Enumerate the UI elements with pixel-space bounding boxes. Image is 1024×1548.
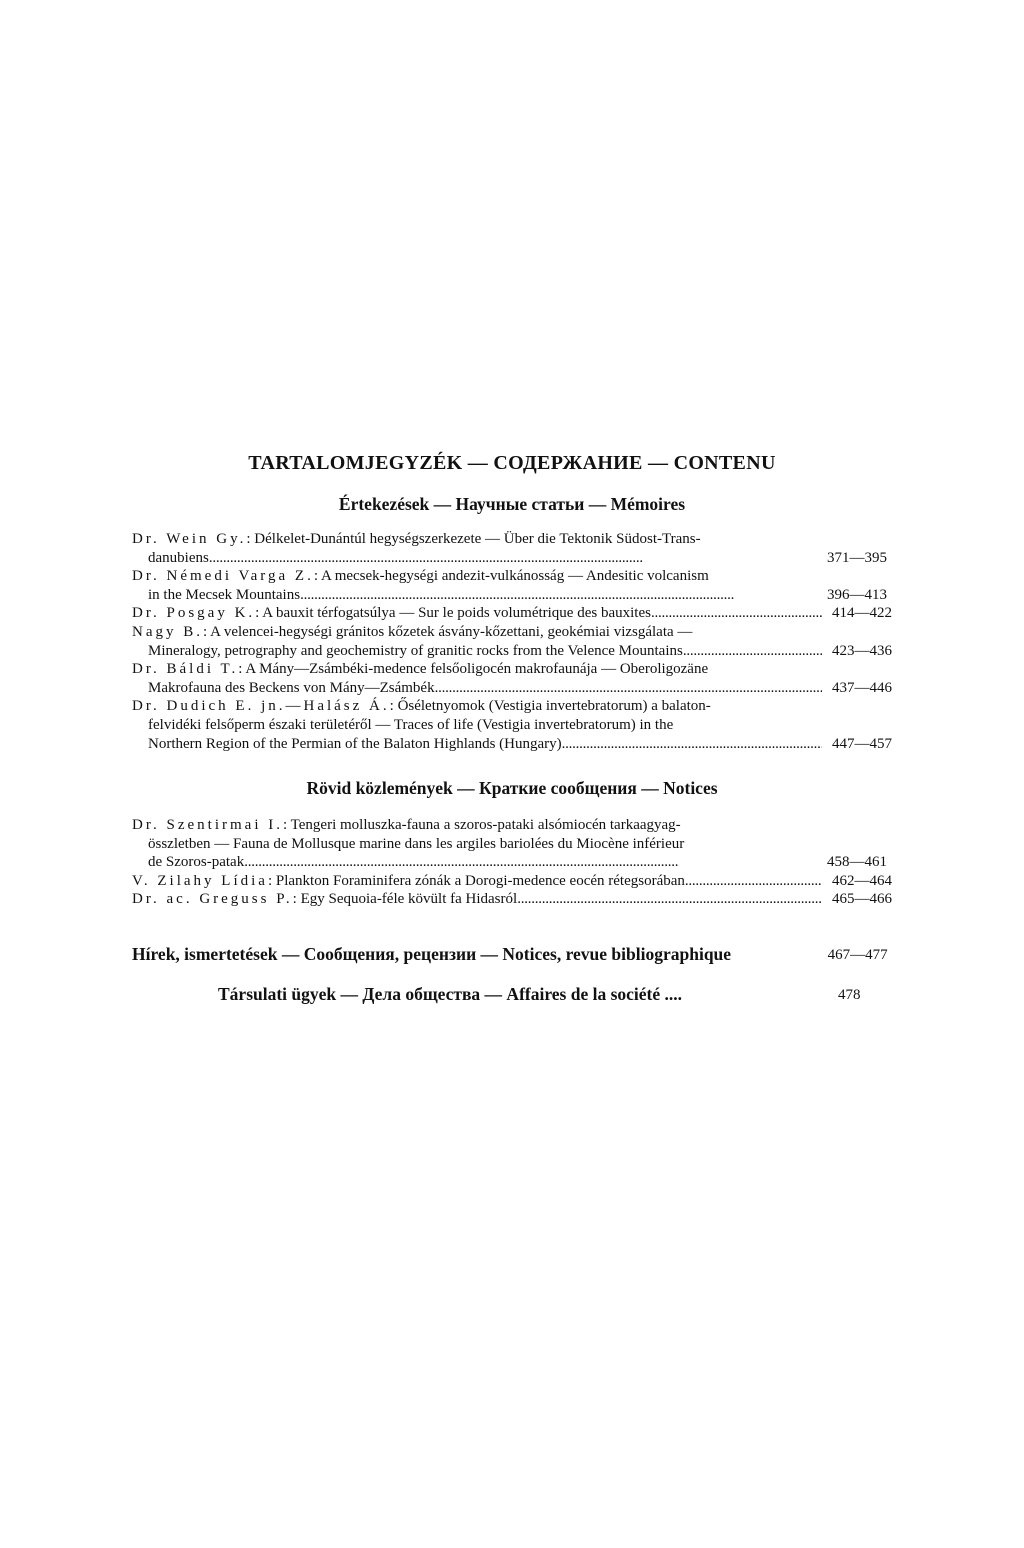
entry-pages: 458—461 bbox=[827, 854, 887, 871]
entry-author: Dr. Szentirmai I. bbox=[132, 817, 283, 833]
entry-pages: 414—422 bbox=[832, 605, 892, 622]
entry-title-last: de Szoros-patak bbox=[148, 854, 245, 871]
toc-entry: Dr. Dudich E. jn.—Halász Á.: Őséletnyomok (Vestigia invertebratorum) a balaton- felvidéki felsőperm északi területéről — Traces of life (Vestigia invertebratorum) in the Northern Region of the Permian of the Balaton Highlands (Hungary) . . . 447—457 bbox=[132, 697, 922, 753]
entry-pages: 396—413 bbox=[827, 586, 887, 603]
entry-title-last: danubiens bbox=[148, 549, 209, 566]
toc-entry-society bbox=[132, 984, 922, 1005]
entry-title-line: Délkelet-Dunántúl hegységszerkezete — Über die Tektonik Südost-Trans- bbox=[254, 531, 701, 547]
entry-title-last: Egy Sequoia-féle kövült fa Hidasról bbox=[300, 891, 518, 908]
entry-title-line: Tengeri molluszka-fauna a szoros-pataki alsómiocén tarkaagyag- bbox=[290, 817, 681, 833]
entry-title-line: A velencei-hegységi gránitos kőzetek ásvány-kőzettani, geokémiai vizsgálata — bbox=[210, 623, 693, 640]
toc-entry: Dr. Wein Gy.: Délkelet-Dunántúl hegységszerkezete — Über die Tektonik Südost-Trans- danubiens . . . 371—395 bbox=[132, 530, 922, 567]
toc-entry: Dr. Némedi Varga Z.: A mecsek-hegységi andezit-vulkánosság — Andesitic volcanism in the Mecsek Mountains . . . 396—413 bbox=[132, 567, 922, 604]
toc-notices bbox=[132, 816, 922, 909]
entry-pages: 462—464 bbox=[832, 872, 892, 889]
entry-author: Dr. Némedi Varga Z. bbox=[132, 568, 314, 585]
section-title-notices: Rövid közlemények — Краткие сообщения — Notices bbox=[306, 778, 718, 798]
entry-pages: 467—477 bbox=[827, 947, 888, 963]
entry-pages: 465—466 bbox=[832, 891, 892, 908]
entry-title-last: Northern Region of the Permian of the Balaton Highlands (Hungary) bbox=[148, 735, 562, 752]
entry-title-line: összletben — Fauna de Mollusque marine dans les argiles bariolées du Miocène inférieur bbox=[148, 835, 685, 852]
entry-title-line: A Mány—Zsámbéki-medence felsőoligocén makrofaunája — Oberoligozäne bbox=[245, 661, 709, 678]
entry-pages: 371—395 bbox=[827, 549, 887, 566]
entry-title-line: A mecsek-hegységi andezit-vulkánosság — Andesitic volcanism bbox=[320, 568, 709, 585]
entry-pages: 447—457 bbox=[832, 735, 892, 752]
toc-entry: Dr. ac. Greguss P.: Egy Sequoia-féle kövült fa Hidasról . . . 465—466 bbox=[132, 890, 922, 909]
toc-entry: Dr. Szentirmai I.: Tengeri molluszka-fauna a szoros-pataki alsómiocén tarkaagyag- összletben — Fauna de Mollusque marine dans les argiles bariolées du Miocène inférieur de Szoros-patak . . . 458—461 bbox=[132, 816, 922, 872]
entry-title-last: Mineralogy, petrography and geochemistry of granitic rocks from the Velence Mountains bbox=[148, 642, 683, 659]
entry-title-last: Plankton Foraminifera zónák a Dorogi-medence eocén rétegsorában bbox=[275, 872, 685, 889]
entry-author: V. Zilahy Lídia bbox=[132, 872, 268, 889]
entry-pages: 423—436 bbox=[832, 642, 892, 659]
entry-title: Hírek, ismertetések — Сообщения, рецензии — Notices, revue bibliographique bbox=[132, 944, 732, 964]
page-title: TARTALOMJEGYZÉK — СОДЕРЖАНИЕ — CONTENU bbox=[248, 452, 776, 474]
toc-entry: Dr. Báldi T.: A Mány—Zsámbéki-medence felsőoligocén makrofaunája — Oberoligozäne Makrofauna des Beckens von Mány—Zsámbék . . . 437—446 bbox=[132, 660, 922, 697]
toc-entry-news bbox=[132, 944, 922, 965]
entry-author: Dr. ac. Greguss P. bbox=[132, 891, 293, 908]
entry-title-last: Makrofauna des Beckens von Mány—Zsámbék bbox=[148, 679, 435, 696]
entry-author: Dr. Báldi T. bbox=[132, 661, 239, 678]
entry-pages: 437—446 bbox=[832, 679, 892, 696]
entry-title-last: A bauxit térfogatsúlya — Sur le poids volumétrique des bauxites bbox=[262, 605, 651, 622]
toc-memoires bbox=[132, 530, 922, 753]
entry-author: Nagy B. bbox=[132, 623, 203, 640]
toc-entry: V. Zilahy Lídia: Plankton Foraminifera zónák a Dorogi-medence eocén rétegsorában . . . 462—464 bbox=[132, 872, 922, 891]
entry-author: Dr. Dudich E. jn.—Halász Á. bbox=[132, 698, 390, 715]
entry-title-line: felvidéki felsőperm északi területéről — Traces of life (Vestigia invertebratorum) in the bbox=[148, 716, 674, 733]
section-title-memoires: Értekezések — Научные статьи — Mémoires bbox=[338, 494, 686, 514]
entry-author: Dr. Posgay K. bbox=[132, 605, 256, 622]
toc-entry: Nagy B.: A velencei-hegységi gránitos kőzetek ásvány-kőzettani, geokémiai vizsgálata — Mineralogy, petrography and geochemistry of granitic rocks from the Velence Mountains . . . 423—436 bbox=[132, 623, 922, 660]
entry-title-line: Őséletnyomok (Vestigia invertebratorum) a balaton- bbox=[397, 698, 711, 715]
entry-pages: 478 bbox=[838, 987, 861, 1003]
entry-author: Dr. Wein Gy. bbox=[132, 531, 247, 547]
entry-title: Társulati ügyek — Дела общества — Affaires de la société .... bbox=[218, 984, 683, 1004]
toc-entry: Dr. Posgay K.: A bauxit térfogatsúlya — Sur le poids volumétrique des bauxites . . . 414—422 bbox=[132, 604, 922, 623]
entry-title-last: in the Mecsek Mountains bbox=[148, 586, 301, 603]
